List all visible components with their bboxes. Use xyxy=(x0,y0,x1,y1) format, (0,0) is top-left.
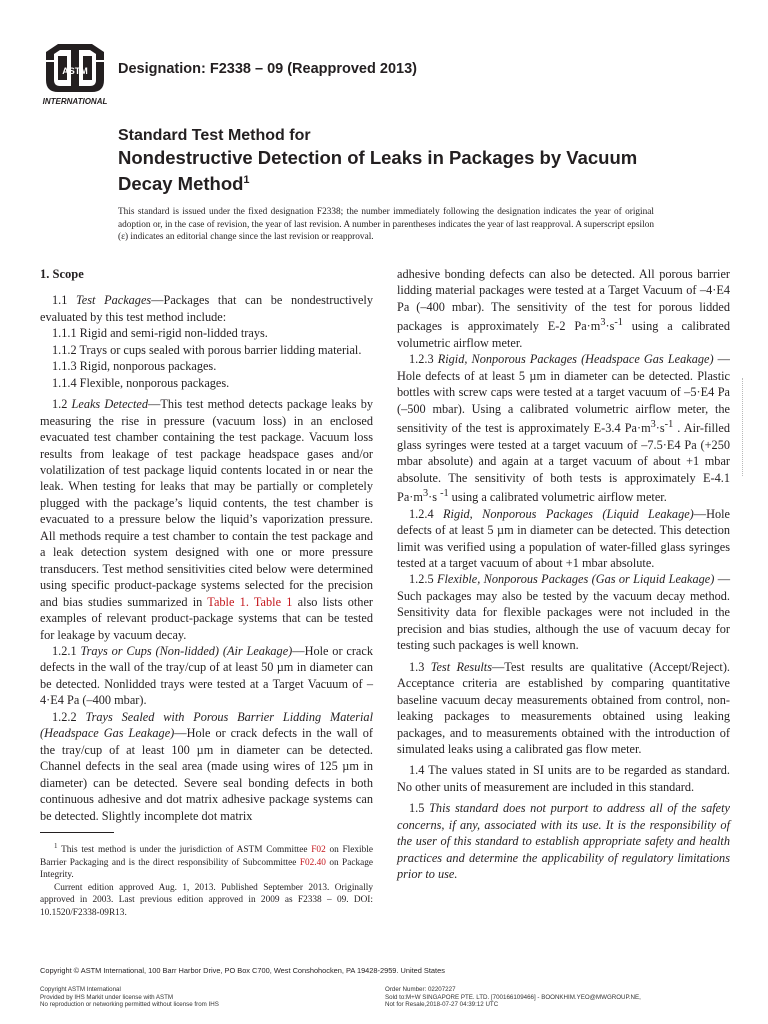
para-1-2-2-continued: adhesive bonding defects can also be detected. All porous barrier lidding material packages were tested at a Target Vacuum of –4·E4 Pa (–400 mbar). The sensitivity of the test for porous lidded packages is approximately E-2 $Pa\cdot m^3\cdot s^{-1}$ using a calibrated volumetric airflow meter. xyxy=(397,267,730,350)
license-left: Copyright ASTM International Provided by IHS Markit under license with ASTM No reproduction or networking permitted without license from IHS xyxy=(40,986,219,1009)
footnote-edition: Current edition approved Aug. 1, 2013. Published September 2013. Originally approved in 2003. Last previous edition approved in 2009 as F2338 – 09. DOI: 10.1520/F2338-09R13. xyxy=(40,882,373,919)
para-1-1-4: 1.1.4 Flexible, nonporous packages. xyxy=(52,375,230,390)
committee-f02-link[interactable]: F02 xyxy=(311,845,326,856)
title-main: Nondestructive Detection of Leaks in Packages by Vacuum Decay Method xyxy=(118,147,638,195)
subcommittee-f02-40-link[interactable]: F02.40 xyxy=(299,857,326,868)
astm-logo xyxy=(38,40,112,108)
para-1-3: 1.3 Test Results—Test results are qualitative (Accept/Reject). Acceptance criteria are established by comparing quantitative baseline vacuum decay measurements obtained from control, non-leaking packages to measurements obtained using leaking packages, and to measurements obtained with the introduction of simulated leaks using a calibrated gas flow meter. xyxy=(397,659,730,756)
para-1-2-4: 1.2.4 Rigid, Nonporous Packages (Liquid Leakage)—Hole defects of at least 5 µm in diameter can be detected. This detection limit was verified using a population of water-filled glass syringes tested at a target vacuum of about +1 mbar absolute. xyxy=(397,506,730,570)
para-1-2-5: 1.2.5 Flexible, Nonporous Packages (Gas or Liquid Leakage) —Such packages may also be tested by the vacuum decay method. Sensitivity data for flexible packages were not included in the precision and bias studies, although the use of vacuum decay for testing such packages is well known. xyxy=(397,572,730,653)
logo-subtext: INTERNATIONAL xyxy=(42,97,108,106)
table-1-link-2[interactable]: Table 1 xyxy=(253,594,293,609)
section-heading-scope: 1. Scope xyxy=(40,267,84,281)
para-1-1: 1.1 Test Packages—Packages that can be nondestructively evaluated by this test method include: xyxy=(40,293,373,324)
para-1-2-1: 1.2.1 Trays or Cups (Non-lidded) (Air Leakage)—Hole or crack defects in the wall of the tray/cup of at least 50 µm in diameter can be detected. Nonlidded trays were tested at a Target Vacuum of –4·E4 Pa (–400 mbar). xyxy=(40,643,373,708)
designation: Designation: F2338 – 09 (Reapproved 2013) xyxy=(118,61,417,77)
para-1-2: 1.2 Leaks Detected—This test method detects package leaks by measuring the rise in pressure (vacuum loss) in an enclosed evacuated test chamber containing the test package. Vacuum loss results from leakage of test package headspace gases and/or volatilization of test package liquid contents located in or near the leak. When testing for leaks that may be partially or completely plugged with the package’s liquid contents, the test chamber is evacuated to a pressure below the liquid’s vaporization pressure. All methods require a test chamber to contain the test package and a leak detection system designed with one or more pressure transducers. Test method sensitivities cited below were determined using specific product-package systems selected for the precision and bias studies summarized in Table 1. Table 1 also lists other examples of relevant product-package systems that can be tested for leakage by vacuum decay. xyxy=(40,397,373,642)
table-1-link[interactable]: Table 1 xyxy=(207,594,246,609)
margin-change-bar xyxy=(742,378,747,476)
para-1-1-2: 1.1.2 Trays or cups sealed with porous barrier lidding material. xyxy=(52,342,362,357)
para-1-1-1: 1.1.1 Rigid and semi-rigid non-lidded trays. xyxy=(52,326,268,341)
license-right: Order Number: 02207227 Sold to:M+W SINGAPORE PTE. LTD. [700166109466] - BOONKHIM.YEO@MWGROUP.NE, Not for Resale,2018-07-27 04:39:12 UTC xyxy=(385,986,641,1009)
para-1-5: 1.5 This standard does not purport to address all of the safety concerns, if any, associated with its use. It is the responsibility of the user of this standard to establish appropriate safety and health practices and determine the applicability of regulatory limitations prior to use. xyxy=(397,801,730,882)
issuance-note: This standard is issued under the fixed designation F2338; the number immediately following the designation indicates the year of original adoption or, in the case of revision, the year of last revision. A number in parentheses indicates the year of last reapproval. A superscript epsilon (ε) indicates an editorial change since the last revision or reapproval. xyxy=(118,207,654,242)
para-1-4: 1.4 The values stated in SI units are to be regarded as standard. No other units of measurement are included in this standard. xyxy=(397,763,730,794)
para-1-2-3: 1.2.3 Rigid, Nonporous Packages (Headspace Gas Leakage) —Hole defects of at least 5 µm in diameter can be detected. Plastic bottles with screw caps were tested at a target vacuum of –5·E4 Pa (–500 mbar). Using a calibrated volumetric airflow meter, the sensitivity of the test is approximately E-3.4 $Pa\cdot m^3\cdot s^{-1}$ . Air-filled glass syringes were tested at a target vacuum of –7.5·E4 Pa (+250 mbar absolute) and again at a target vacuum of about +1 mbar absolute. The sensitivity of both tests is approximately E-4.1 $Pa\cdot m^3\cdot s$ $^{-1}$ using a calibrated volumetric airflow meter. xyxy=(397,352,730,505)
title-prefix: Standard Test Method for xyxy=(118,127,311,144)
footnote xyxy=(40,840,373,920)
logo-text: ASTM xyxy=(62,66,88,76)
copyright-line: Copyright © ASTM International, 100 Barr Harbor Drive, PO Box C700, West Conshohocken, PA 19428-2959. United States xyxy=(40,966,445,975)
para-1-1-3: 1.1.3 Rigid, nonporous packages. xyxy=(52,359,217,374)
footnote-1: $^1$ This test method is under the jurisdiction of ASTM Committee F02 on Flexible Barrier Packaging and is the direct responsibility of Subcommittee F02.40 on Package Integrity. xyxy=(40,842,374,881)
left-column xyxy=(40,266,373,824)
footnote-rule xyxy=(40,832,114,833)
document-title xyxy=(118,126,678,195)
title-footnote-marker: 1 xyxy=(243,174,250,186)
right-column xyxy=(397,266,730,883)
para-1-2-2: 1.2.2 Trays Sealed with Porous Barrier Lidding Material (Headspace Gas Leakage)—Hole or crack defects in the wall of the tray/cup of at least 100 µm in diameter can be detected. Channel defects in the seal area (made using wires of 125 µm in diameter) can be detected. Severe seal bonding defects in both continuous adhesive and dot matrix adhesive package systems can be detected. Slightly incomplete dot matrix xyxy=(40,709,373,823)
